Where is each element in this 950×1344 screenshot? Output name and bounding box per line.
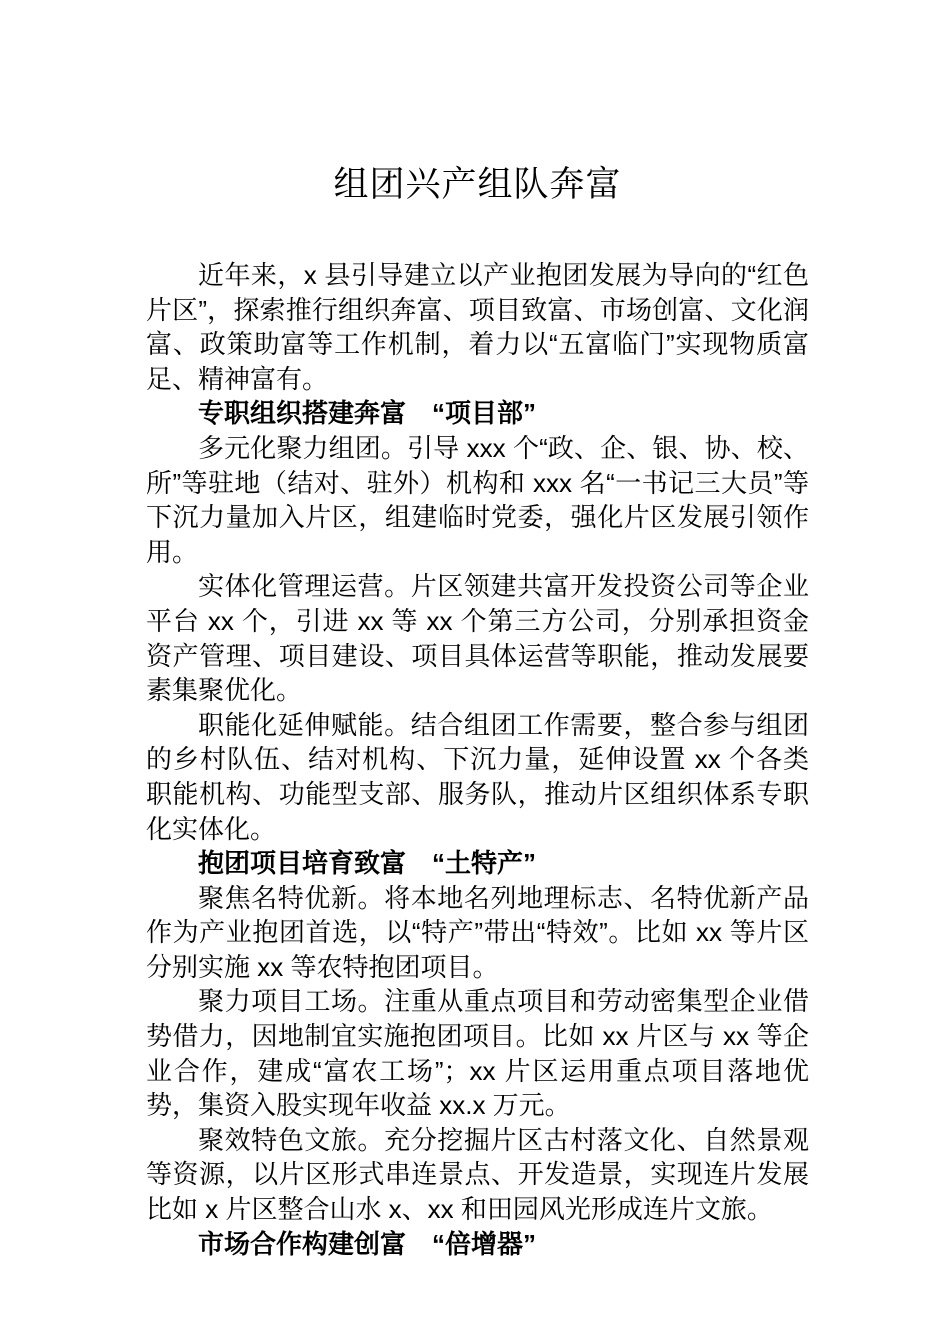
document-title: 组团兴产组队奔富 — [333, 165, 622, 204]
body-paragraph: 职能化延伸赋能。结合组团工作需要，整合参与组团的乡村队伍、结对机构、下沉力量，延伸设置 xx 个各类职能机构、功能型支部、服务队，推动片区组织体系专职化实体化。 — [146, 709, 809, 844]
body-paragraph: 聚焦名特优新。将本地名列地理标志、名特优新产品作为产业抱团首选，以“特产”带出“特效”。比如 xx 等片区分别实施 xx 等农特抱团项目。 — [146, 882, 809, 982]
body-paragraph: 实体化管理运营。片区领建共富开发投资公司等企业平台 xx 个，引进 xx 等 xx 个第三方公司，分别承担资金资产管理、项目建设、项目具体运营等职能，推动发展要素集聚优化。 — [146, 571, 809, 706]
section-heading: 专职组织搭建奔富 “项目部” — [198, 398, 537, 429]
body-paragraph: 聚效特色文旅。充分挖掘片区古村落文化、自然景观等资源，以片区形式串连景点、开发造景，实现连片发展比如 x 片区整合山水 x、xx 和田园风光形成连片文旅。 — [146, 1124, 809, 1225]
body-paragraph: 近年来，x 县引导建立以产业抱团发展为导向的“红色片区”，探索推行组织奔富、项目致富、市场创富、文化润富、政策助富等工作机制，着力以“五富临门”实现物质富足、精神富有。 — [146, 260, 809, 394]
body-paragraph: 聚力项目工场。注重从重点项目和劳动密集型企业借势借力，因地制宜实施抱团项目。比如 xx 片区与 xx 等企业合作，建成“富农工场”；xx 片区运用重点项目落地优势，集资入股实现年收益 xx.x 万元。 — [146, 986, 809, 1121]
body-paragraph: 多元化聚力组团。引导 xxx 个“政、企、银、协、校、所”等驻地（结对、驻外）机构和 xxx 名“一书记三大员”等下沉力量加入片区，组建临时党委，强化片区发展引领作用。 — [146, 432, 809, 567]
document-body — [146, 258, 809, 1261]
section-heading: 市场合作构建创富 “倍增器” — [198, 1228, 537, 1259]
section-heading: 抱团项目培育致富 “土特产” — [198, 848, 537, 879]
